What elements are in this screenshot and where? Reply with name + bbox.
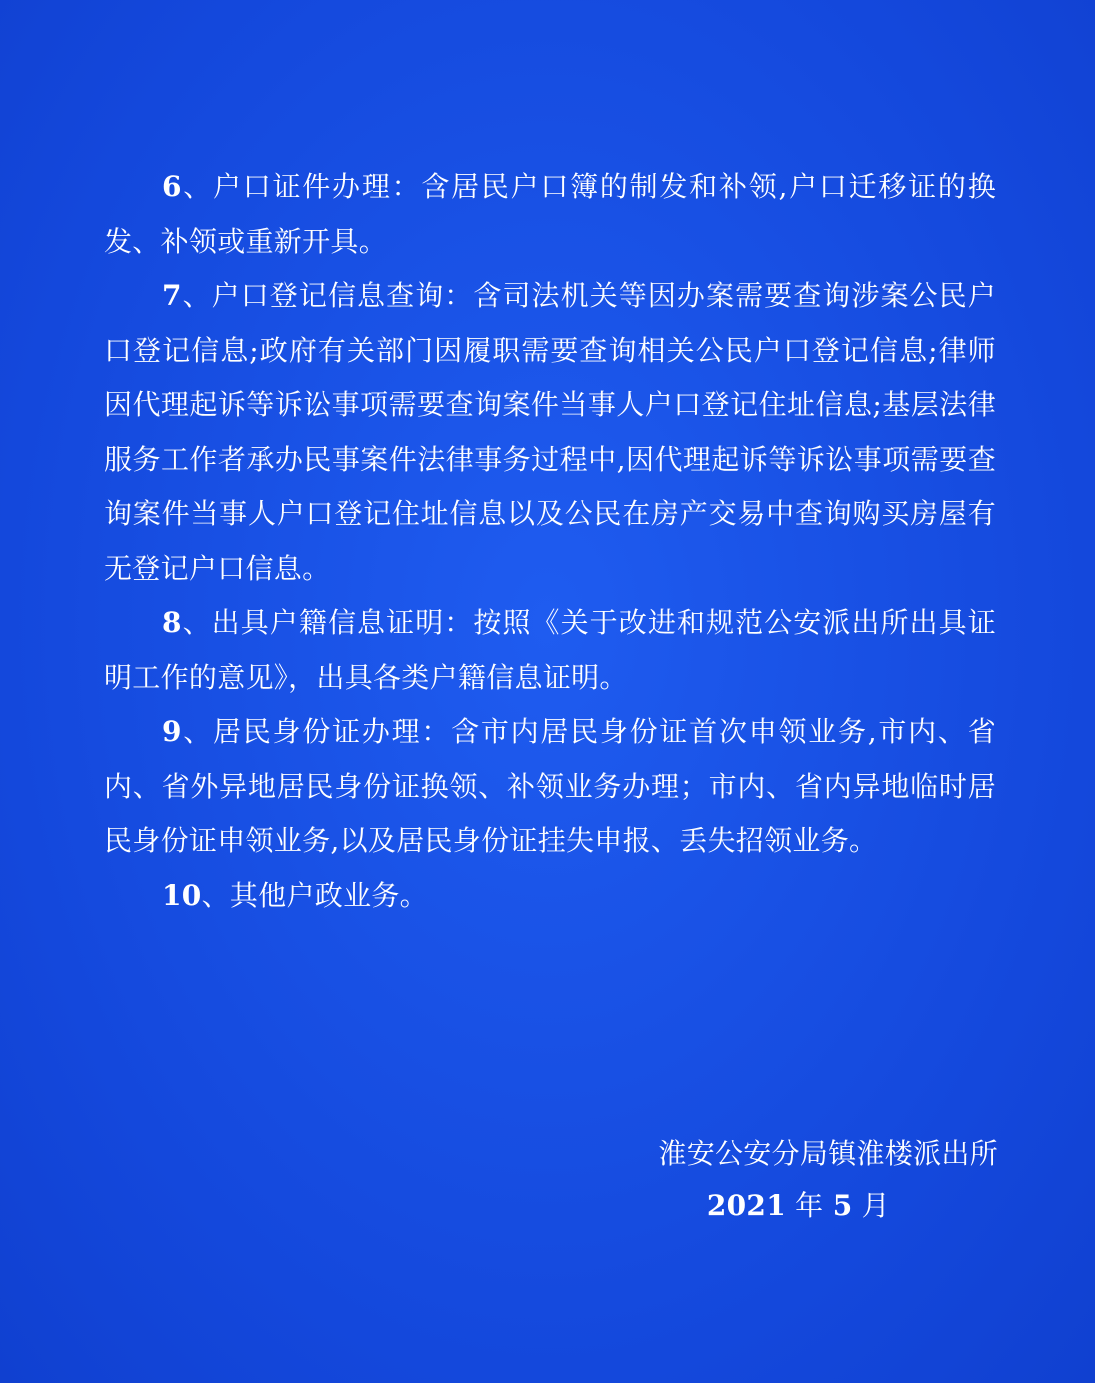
paragraph-item-8 xyxy=(104,596,996,705)
item-number: 7 xyxy=(162,279,182,312)
item-number: 8 xyxy=(162,606,182,639)
document-body xyxy=(104,160,996,923)
paragraph-item-6 xyxy=(104,160,996,269)
item-text: 、居民身份证办理：含市内居民身份证首次申领业务,市内、省内、省外异地居民身份证换领、补领业务办理；市内、省内异地临时居民身份证申领业务,以及居民身份证挂失申报、丢失招领业务。 xyxy=(104,715,996,857)
issue-date xyxy=(620,1180,998,1232)
item-text: 、出具户籍信息证明：按照《关于改进和规范公安派出所出具证明工作的意见》，出具各类户籍信息证明。 xyxy=(104,606,996,694)
issue-month: 5 xyxy=(832,1189,853,1222)
item-text: 、其他户政业务。 xyxy=(201,878,428,912)
year-unit: 年 xyxy=(785,1189,833,1222)
issue-year: 2021 xyxy=(706,1189,786,1222)
item-number: 9 xyxy=(162,715,182,748)
item-text: 、户口登记信息查询：含司法机关等因办案需要查询涉案公民户口登记信息;政府有关部门因履职需要查询相关公民户口登记信息;律师因代理起诉等诉讼事项需要查询案件当事人户口登记住址信息;基层法律服务工作者承办民事案件法律事务过程中,因代理起诉等诉讼事项需要查询案件当事人户口登记住址信息以及公民在房产交易中查询购买房屋有无登记户口信息。 xyxy=(104,279,996,585)
item-number: 6 xyxy=(162,170,182,203)
signature-block xyxy=(620,1128,998,1232)
issuing-organization: 淮安公安分局镇淮楼派出所 xyxy=(658,1137,998,1170)
month-unit: 月 xyxy=(852,1189,890,1222)
paragraph-item-10 xyxy=(104,869,996,924)
paragraph-item-7 xyxy=(104,269,996,596)
item-number: 10 xyxy=(162,878,202,912)
item-text: 、户口证件办理：含居民户口簿的制发和补领,户口迁移证的换发、补领或重新开具。 xyxy=(104,170,996,258)
paragraph-item-9 xyxy=(104,705,996,869)
